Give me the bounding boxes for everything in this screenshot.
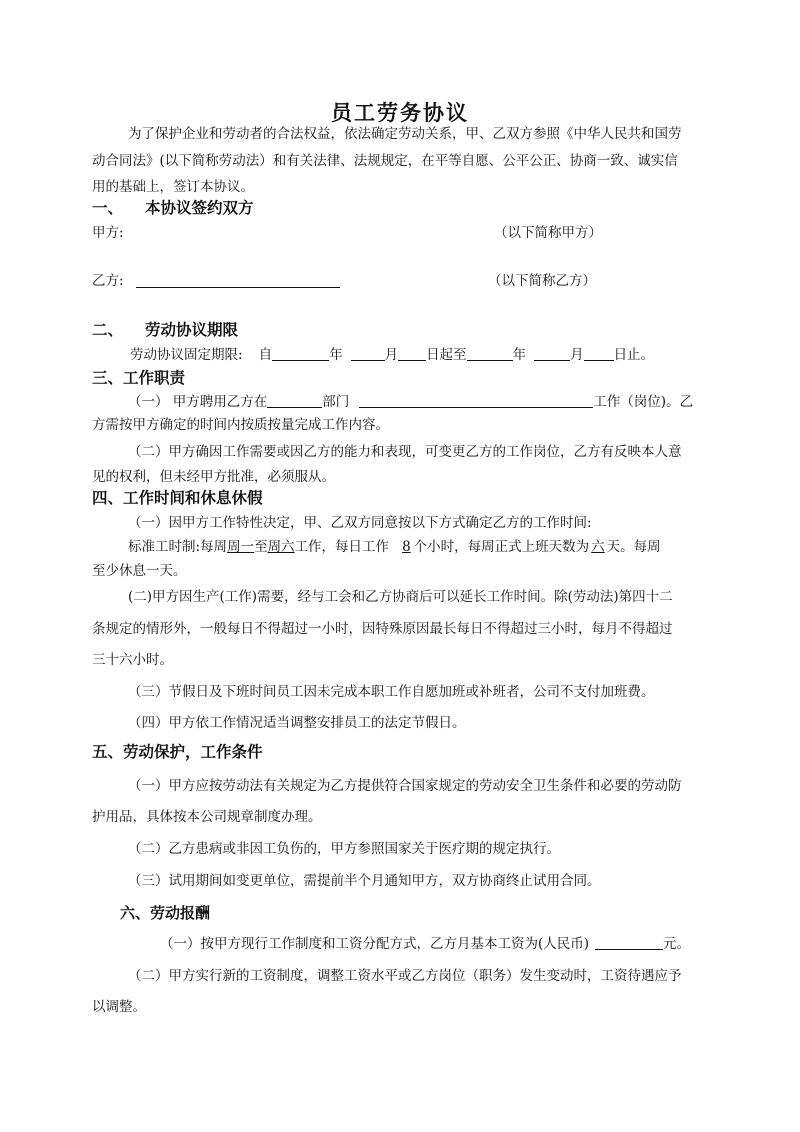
s5-p2: （二）乙方患病或非因工负伤的，甲方参照国家关于医疗期的规定执行。 [128, 841, 560, 857]
end-year-blank[interactable] [467, 346, 513, 361]
s6-p1-text-a: （一）按甲方现行工作制度和工资分配方式，乙方月基本工资为(人民币) [160, 936, 590, 952]
s6-p1-text-b: 元。 [663, 936, 691, 952]
start-day-blank[interactable] [398, 346, 426, 361]
department-blank[interactable] [267, 393, 322, 408]
start-day-label: 日起至 [426, 347, 467, 363]
start-year-blank[interactable] [272, 346, 329, 361]
party-b-label: 乙方: [92, 273, 124, 289]
party-a-label: 甲方: [92, 225, 124, 241]
s4-text-c: 至 [254, 539, 268, 555]
section-2-heading [92, 320, 238, 340]
s3-p1-text-a: （一） 甲方聘用乙方在 [128, 394, 268, 410]
section-4-heading: 四、工作时间和休息休假 [92, 488, 263, 507]
work-day-from[interactable]: 周一 [227, 539, 255, 555]
s4-p2-line-2: 条规定的情形外，一般每日不得超过一小时，因特殊原因最长每日不得超过三小时，每月不得超过 [92, 621, 673, 637]
s4-p1-line-1: （一）因甲方工作特性决定，甲、乙双方同意按以下方式确定乙方的工作时间: [128, 515, 592, 531]
party-b-note: （以下简称乙方） [488, 273, 596, 289]
end-day-blank[interactable] [584, 346, 614, 361]
s3-p2-line-2: 见的权利，但未经甲方批准，必须服从。 [92, 469, 335, 485]
section-1-heading [92, 198, 254, 218]
section-6-heading: 六、劳动报酬 [120, 904, 211, 922]
s6-p2-line-1: （二）甲方实行新的工资制度，调整工资水平或乙方岗位（职务）发生变动时，工资待遇应予 [128, 968, 682, 984]
s3-p1-line-2: 方需按甲方确定的时间内按质按量完成工作内容。 [92, 417, 389, 433]
base-salary-blank[interactable] [595, 935, 663, 950]
section-1-title: 本协议签约双方 [145, 198, 254, 217]
standard-hours-label: 标准工时制 [128, 539, 196, 555]
s6-p2-line-2: 以调整。 [92, 999, 146, 1015]
document-title: 员工劳务协议 [331, 100, 469, 125]
section-3-heading: 三、工作职责 [92, 368, 186, 387]
s4-p4: （四）甲方依工作情况适当调整安排员工的法定节假日。 [128, 715, 466, 731]
section-2-number: 二、 [92, 320, 124, 339]
s3-p1-line-1 [128, 393, 693, 411]
s4-p1-line-3: 至少休息一天。 [92, 563, 187, 579]
daily-hours[interactable]: 8 [402, 539, 411, 555]
s4-text-f: 天。每周 [606, 539, 661, 555]
end-day-label: 日止。 [613, 347, 655, 363]
intro-line-1: 为了保护企业和劳动者的合法权益，依法确定劳动关系，甲、乙双方参照《中华人民共和国劳 [128, 126, 682, 142]
position-blank[interactable] [359, 393, 593, 408]
s3-p2-line-1: （二）甲方确因工作需要或因乙方的能力和表现，可变更乙方的工作岗位，乙方有反映本人意 [128, 444, 682, 460]
section-1-number: 一、 [92, 198, 124, 217]
party-a-note: （以下简称甲方） [494, 225, 602, 241]
s4-text-b: :每周 [195, 539, 228, 555]
s4-p2-line-1: (二)甲方因生产(工作)需要，经与工会和乙方协商后可以延长工作时间。除(劳动法)第四十二 [128, 589, 673, 605]
s4-text-e: 个小时，每周正式上班天数为 [413, 539, 590, 555]
s3-p1-text-c: 工作（岗位)。乙 [593, 394, 694, 410]
intro-line-3: 用的基础上，签订本协议。 [92, 179, 254, 195]
end-year-label: 年 [512, 347, 527, 363]
s5-p1-line-2: 护用品，具体按本公司规章制度办理。 [92, 809, 322, 825]
start-month-blank[interactable] [351, 346, 385, 361]
s4-p3: （三）节假日及下班时间员工因未完成本职工作自愿加班或补班者，公司不支付加班费。 [128, 684, 655, 700]
s4-p2-line-3: 三十六小时。 [92, 652, 173, 668]
section-2-title: 劳动协议期限 [145, 320, 239, 339]
s4-p1-line-2 [128, 538, 661, 556]
term-label: 劳动协议固定期限: [130, 347, 243, 363]
s5-p1-line-1: （一）甲方应按劳动法有关规定为乙方提供符合国家规定的劳动安全卫生条件和必要的劳动防 [128, 778, 682, 794]
s5-p3: （三）试用期间如变更单位，需提前半个月通知甲方，双方协商终止试用合同。 [128, 873, 601, 889]
s3-p1-text-b: 部门 [322, 394, 350, 410]
s6-p1 [160, 935, 690, 953]
term-line [130, 346, 654, 364]
weekly-days[interactable]: 六 [591, 539, 605, 555]
work-day-to[interactable]: 周六 [267, 539, 295, 555]
intro-line-2: 动合同法》(以下简称劳动法）和有关法律、法规规定，在平等自愿、公平公正、协商一致、诚实信 [92, 153, 678, 169]
start-year-label: 年 [329, 347, 343, 363]
term-from-label: 自 [258, 347, 273, 363]
section-5-heading: 五、劳动保护，工作条件 [92, 742, 263, 761]
s4-text-d: 工作，每日工作 [294, 539, 390, 555]
end-month-blank[interactable] [534, 346, 570, 361]
end-month-label: 月 [570, 347, 584, 363]
party-b-name-blank[interactable] [136, 273, 340, 288]
start-month-label: 月 [384, 347, 399, 363]
